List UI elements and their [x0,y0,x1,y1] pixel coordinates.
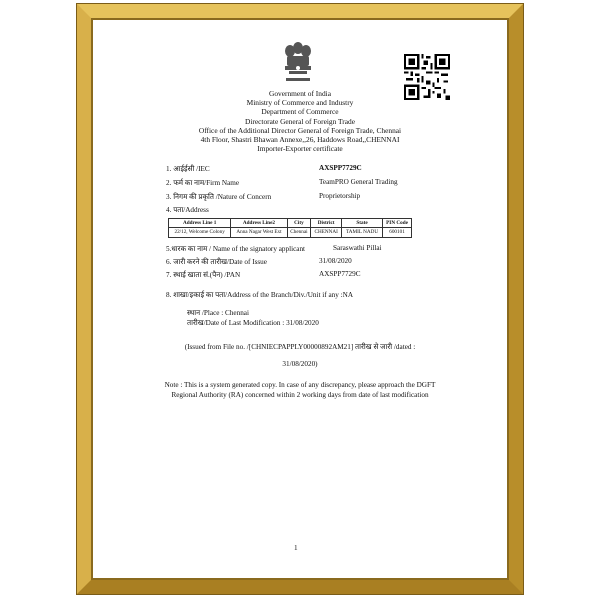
office-line: Office of the Additional Director General of Foreign Trade, Chennai [198,125,402,135]
certificate-page [95,22,505,576]
office-address-line: 4th Floor, Shastri Bhawan Annexe,,26, Haddows Road,,CHENNAI [200,135,400,145]
ministry-line: Ministry of Commerce and Industry [246,98,354,108]
cell-state: TAMIL NADU [342,228,383,237]
cell-city: Chennai [287,228,311,237]
note-block [135,380,465,400]
national-emblem-icon [281,40,315,86]
field-firm-name-value: TeamPRO General Trading [319,178,398,186]
field-signatory-value: Saraswathi Pillai [333,244,382,252]
note-line1: Note : This is a system generated copy. In case of any discrepancy, please approach the DGFT [164,381,436,389]
certificate-title: Importer-Exporter certificate [257,144,343,154]
field-iec-value: AXSPP7729C [319,164,362,172]
field-issue-date-value: 31/08/2020 [319,257,352,265]
field-branch-address: 8. शाखा/इकाई का पता/Address of the Branch/Div./Unit if any :NA [166,291,354,299]
field-nature-label: 3. निगम की प्रकृति /Nature of Concern [166,193,272,201]
department-line: Department of Commerce [261,107,339,117]
address-table-row [169,228,412,237]
last-modification-line: तारीख/Date of Last Modification : 31/08/2020 [187,319,319,327]
address-table [168,218,412,238]
page-number: 1 [294,544,298,552]
field-pan-label: 7. स्थाई खाता सं.(पैन) /PAN [166,271,241,279]
header-address-line2: Address Line2 [231,219,287,228]
issued-from-line2: 31/08/2020) [282,360,318,368]
issued-from-line1: (Issued from File no. /[CHNIECPAPPLY00000892AM21] तारीख से जारी /dated : [184,343,416,351]
note-line2: Regional Authority (RA) concerned within 2 working days from date of last modification [171,391,429,399]
field-iec-label: 1. आईईसी /IEC [166,165,210,173]
header-district: District [311,219,342,228]
place-line: स्थान /Place : Chennai [187,309,249,317]
directorate-line: Directorate General of Foreign Trade [244,116,355,126]
cell-address-line1: 22/12, Welcome Colony [169,228,231,237]
cell-district: CHENNAI [311,228,342,237]
field-address-label: 4. पता/Address [166,206,209,214]
field-signatory-label: 5.धारक का नाम / Name of the signatory applicant [166,245,306,253]
header-address-line1: Address Line 1 [169,219,231,228]
cell-pin-code: 600101 [383,228,412,237]
field-issue-date-label: 6. जारी करने की तारीख/Date of Issue [166,258,267,266]
header-pin-code: PIN Code [383,219,412,228]
issued-from-block [145,342,455,369]
field-firm-name-label: 2. फर्म का नाम/Firm Name [166,179,240,187]
header-block [135,89,465,153]
cell-address-line2: Anna Nagar West Ext [231,228,287,237]
field-pan-value: AXSPP7729C [319,270,361,278]
header-city: City [287,219,311,228]
field-nature-value: Proprietorship [319,192,361,200]
address-table-header-row [169,219,412,228]
government-line: Government of India [269,89,331,98]
header-state: State [342,219,383,228]
